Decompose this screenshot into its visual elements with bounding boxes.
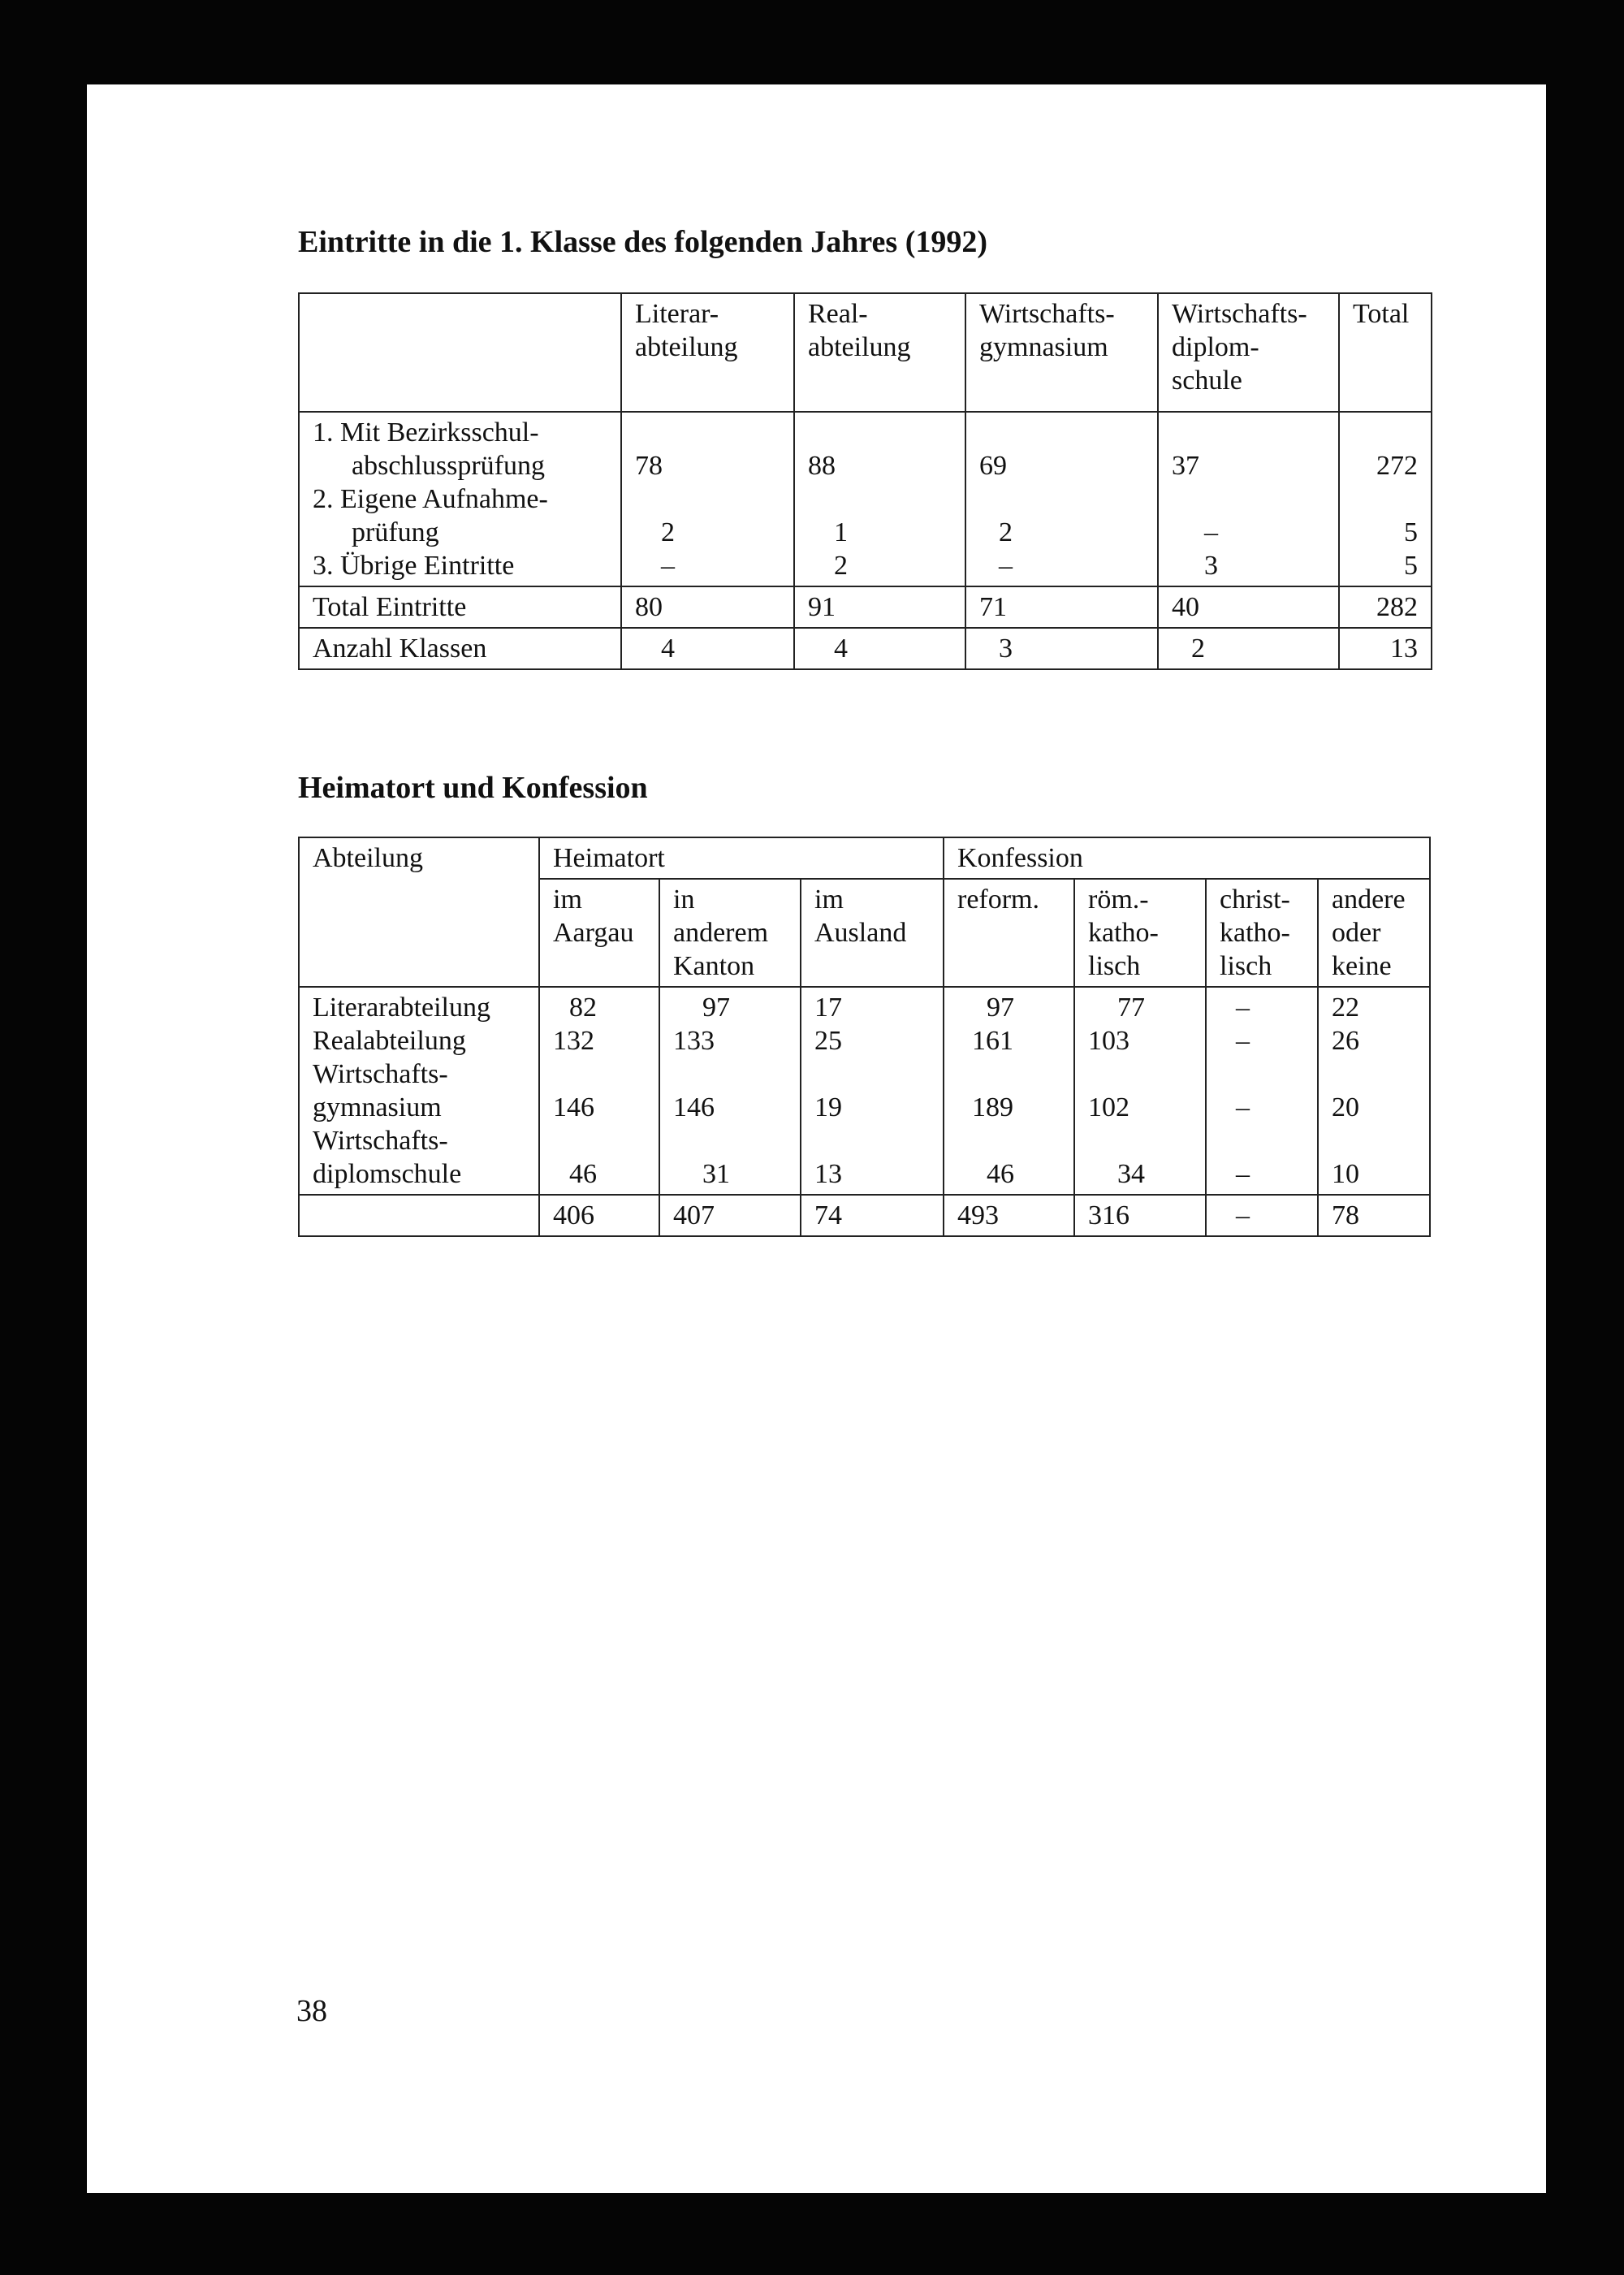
table-heimatort — [298, 837, 1431, 1237]
cell: 493 — [944, 1195, 1074, 1236]
section-title-eintritte: Eintritte in die 1. Klasse des folgenden Jahres (1992) — [298, 225, 988, 259]
kanton-values: 97 133 146 31 — [659, 987, 801, 1195]
totals-label-cell — [299, 1195, 539, 1236]
header-total: Total — [1339, 293, 1432, 412]
header-ausland: im Ausland — [801, 879, 944, 987]
table-row-anzahl-klassen — [299, 628, 1432, 669]
cell: 80 — [621, 586, 794, 628]
table-row-total-eintritte — [299, 586, 1432, 628]
aargau-values: 82 132 146 46 — [539, 987, 659, 1195]
cell: – — [1206, 1195, 1318, 1236]
roem-values: 77 103 102 34 — [1074, 987, 1206, 1195]
wigym-values: 69 2 – — [965, 412, 1158, 586]
header-empty-cell — [299, 293, 621, 412]
reform-values: 97 161 189 46 — [944, 987, 1074, 1195]
section-title-heimatort: Heimatort und Konfession — [298, 771, 648, 805]
total-values: 272 5 5 — [1339, 412, 1432, 586]
cell: 71 — [965, 586, 1158, 628]
real-values: 88 1 2 — [794, 412, 965, 586]
andere-values: 22 26 20 10 — [1318, 987, 1430, 1195]
christ-values: – – – – — [1206, 987, 1318, 1195]
table-header-row — [299, 293, 1432, 412]
header-abteilung: Abteilung — [299, 837, 539, 987]
document-page — [87, 84, 1546, 2193]
header-andere: andere oder keine — [1318, 879, 1430, 987]
page-number: 38 — [296, 1994, 327, 2028]
header-aargau: im Aargau — [539, 879, 659, 987]
literar-values: 78 2 – — [621, 412, 794, 586]
header-konfession: Konfession — [944, 837, 1430, 879]
cell: 91 — [794, 586, 965, 628]
cell: 13 — [1339, 628, 1432, 669]
cell: 407 — [659, 1195, 801, 1236]
department-labels: Literarabteilung Realabteilung Wirtschafts- gymnasium Wirtschafts- diplomschule — [299, 987, 539, 1195]
cell: 4 — [621, 628, 794, 669]
row-label: Anzahl Klassen — [299, 628, 621, 669]
cell: 316 — [1074, 1195, 1206, 1236]
table-header-row-top — [299, 837, 1430, 879]
header-roem: röm.- katho- lisch — [1074, 879, 1206, 987]
cell: 78 — [1318, 1195, 1430, 1236]
table-eintritte — [298, 292, 1432, 670]
header-christ: christ- katho- lisch — [1206, 879, 1318, 987]
table-row-totals — [299, 1195, 1430, 1236]
header-kanton: in anderem Kanton — [659, 879, 801, 987]
cell: 4 — [794, 628, 965, 669]
cell: 282 — [1339, 586, 1432, 628]
cell: 3 — [965, 628, 1158, 669]
header-wigym: Wirtschafts- gymnasium — [965, 293, 1158, 412]
row-labels: 1. Mit Bezirksschul- abschlussprüfung 2. Eigene Aufnahme- prüfung 3. Übrige Eintritte — [299, 412, 621, 586]
header-real: Real- abteilung — [794, 293, 965, 412]
header-literar: Literar- abteilung — [621, 293, 794, 412]
cell: 40 — [1158, 586, 1339, 628]
ausland-values: 17 25 19 13 — [801, 987, 944, 1195]
header-heimatort: Heimatort — [539, 837, 944, 879]
row-label: Total Eintritte — [299, 586, 621, 628]
cell: 406 — [539, 1195, 659, 1236]
widip-values: 37 – 3 — [1158, 412, 1339, 586]
header-widip: Wirtschafts- diplom- schule — [1158, 293, 1339, 412]
cell: 2 — [1158, 628, 1339, 669]
cell: 74 — [801, 1195, 944, 1236]
table-row-departments — [299, 987, 1430, 1195]
header-reform: reform. — [944, 879, 1074, 987]
table-row-eintritte-detail — [299, 412, 1432, 586]
